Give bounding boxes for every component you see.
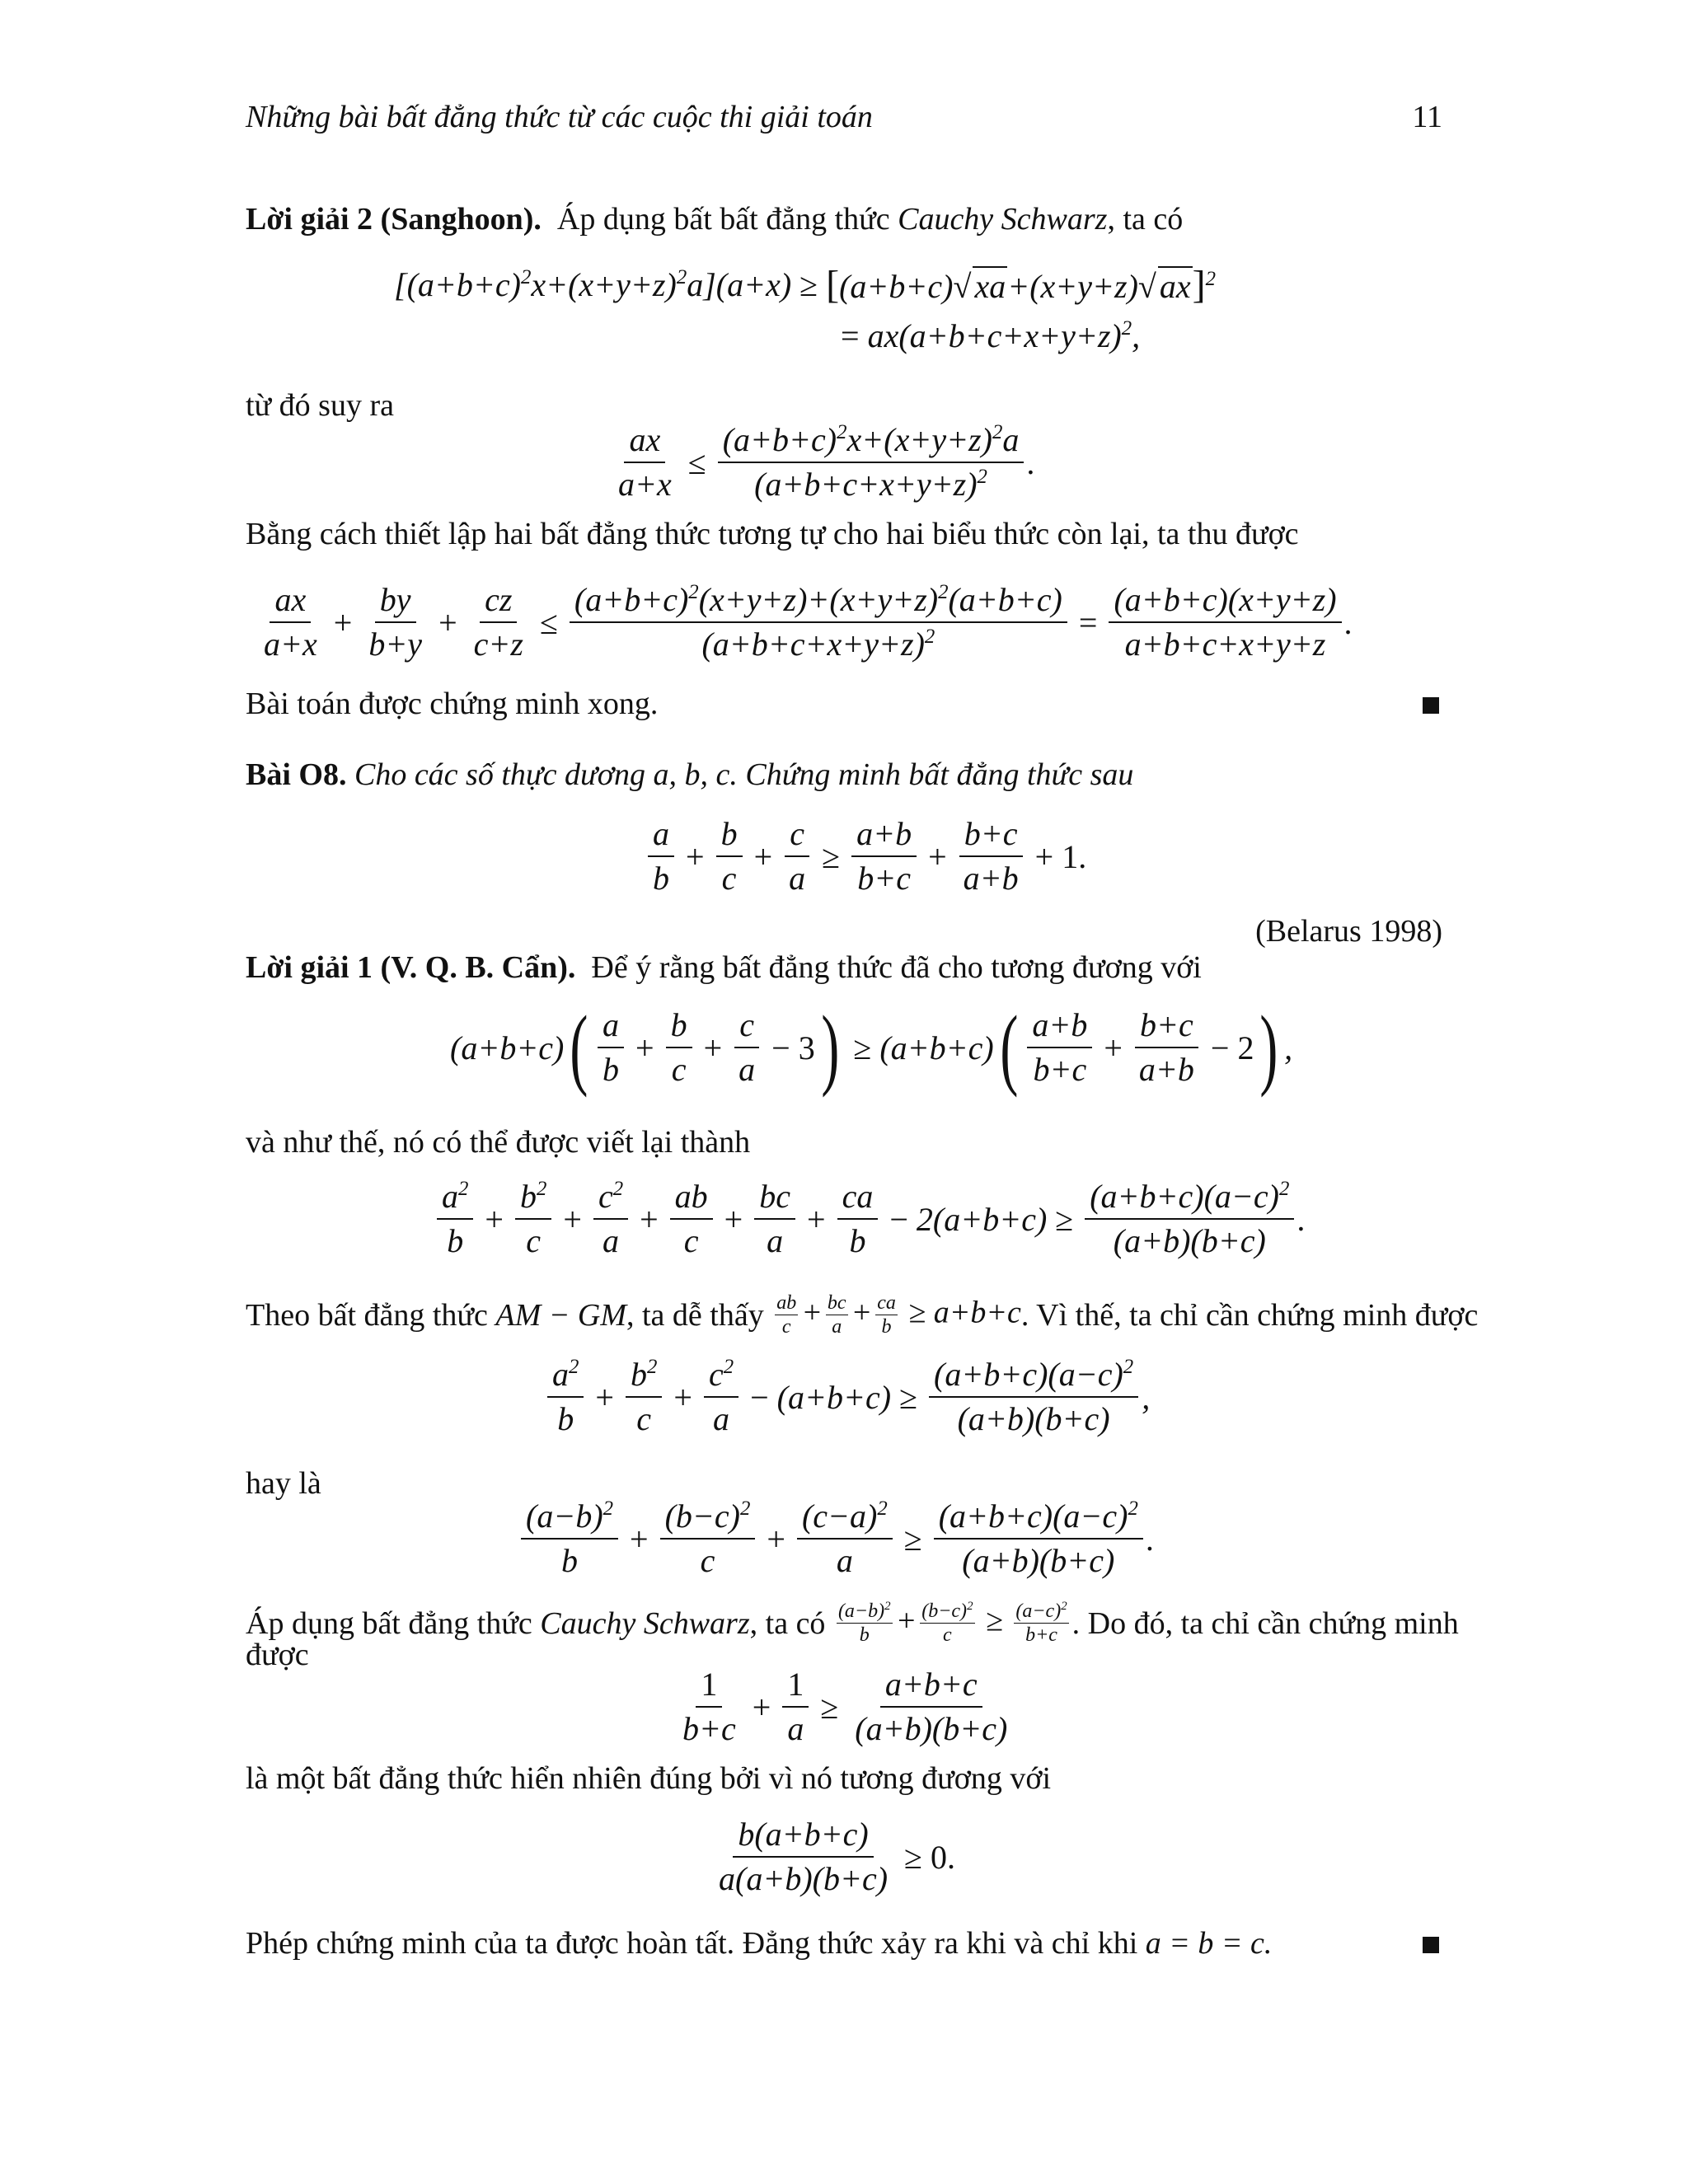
amgm-mid: , ta dễ thấy bbox=[626, 1297, 764, 1333]
intro-text: Áp dụng bất bất đẳng thức bbox=[556, 202, 890, 237]
cs-name: Cauchy Schwarz bbox=[540, 1605, 750, 1641]
final-text: Phép chứng minh của ta được hoàn tất. Đẳng thức xảy ra khi và chỉ khi bbox=[246, 1926, 1138, 1961]
paragraph-final bbox=[246, 1924, 1272, 1963]
paragraph-done: Bài toán được chứng minh xong. bbox=[246, 687, 659, 721]
paragraph-hay-la: hay là bbox=[246, 1466, 321, 1501]
problem-source: (Belarus 1998) bbox=[1255, 914, 1442, 949]
problem-o8 bbox=[246, 755, 1133, 794]
paragraph-suy-ra: từ đó suy ra bbox=[246, 388, 394, 423]
solution-1-intro bbox=[246, 948, 1202, 987]
equation-cs-line1: $[(a+b+c)^2x+(x+y+z)^2a](a+x)$ ≥ [(a+b+c)√ xa+(x+y+z)√ ax]$^2$ bbox=[394, 263, 1217, 307]
equation-equivalent: (a+b+c) ( $\frac{a}{b}$ + $\frac{b}{c}$ + $\frac{c}{a}$ − 3 ) ≥ (a+b+c) ( $\frac{a+b}{b+c}$ + $\frac{b+c}{a+b}$ − 2 ) , bbox=[450, 997, 1293, 1098]
intro-tail: , ta có bbox=[1107, 202, 1184, 237]
paragraph-tuong-tu: Bằng cách thiết lập hai bất đẳng thức tương tự cho hai biểu thức còn lại, ta thu được bbox=[246, 517, 1299, 551]
equation-reduced: $\frac{a^2}{b}$ + $\frac{b^2}{c}$ + $\frac{c^2}{a}$ − (a+b+c) ≥ $\frac{(a+b+c)(a-c)^2}{(a+b)(b+c)}$ , bbox=[544, 1357, 1150, 1437]
qed-square-icon bbox=[1423, 697, 1439, 714]
amgm-post: . Vì thế, ta chỉ cần chứng minh được bbox=[1020, 1297, 1479, 1333]
amgm-pre: Theo bất đẳng thức bbox=[246, 1297, 488, 1333]
final-equality: a = b = c. bbox=[1145, 1926, 1273, 1961]
paragraph-obvious: là một bất đẳng thức hiển nhiên đúng bởi vì nó tương đương với bbox=[246, 1761, 1051, 1796]
problem-label: Bài O8. bbox=[246, 757, 347, 792]
equation-sum-bound: $\frac{ax}{a+x}$ + $\frac{by}{b+y}$ + $\frac{cz}{c+z}$ ≤ $\frac{(a+b+c)^2(x+y+z)+(x+y+z)^2(a+b+c)}{(a+b+c+x+y+z)^2}$ = $\frac{(a+b+c)(x+y+z)}{a+b+c+x+y+z}$ . bbox=[264, 581, 1353, 663]
solution-2-label: Lời giải 2 (Sanghoon). bbox=[246, 202, 542, 237]
qed-square-icon bbox=[1423, 1937, 1439, 1953]
intro-text: Để ý rằng bất đẳng thức đã cho tương đương với bbox=[591, 950, 1202, 985]
solution-1-label: Lời giải 1 (V. Q. B. Cẩn). bbox=[246, 950, 576, 985]
page-number: 11 bbox=[1412, 100, 1442, 134]
paragraph-rewrite: và như thế, nó có thể được viết lại thành bbox=[246, 1125, 751, 1160]
solution-2-intro bbox=[246, 199, 1183, 239]
paragraph-duoc: được bbox=[246, 1638, 309, 1672]
problem-statement: Cho các số thực dương a, b, c. Chứng minh bất đẳng thức sau bbox=[354, 757, 1134, 792]
equation-single-bound: $\frac{ax}{a+x}$ ≤ $\frac{(a+b+c)^2x+(x+y+z)^2a}{(a+b+c+x+y+z)^2}$ . bbox=[618, 421, 1036, 503]
cs-pre: Áp dụng bất đẳng thức bbox=[246, 1605, 532, 1641]
running-header: Những bài bất đẳng thức từ các cuộc thi giải toán bbox=[246, 100, 873, 134]
equation-rewritten: $\frac{a^2}{b}$ + $\frac{b^2}{c}$ + $\frac{c^2}{a}$ + $\frac{ab}{c}$ + $\frac{bc}{a}$ + $\frac{ca}{b}$ − 2(a+b+c) ≥ $\frac{(a+b+c)(a-c)^2}{(a+b)(b+c)}$ . bbox=[434, 1179, 1306, 1259]
paragraph-cs: Áp dụng bất đẳng thức Cauchy Schwarz , ta có $\frac{(a-b)^2}{b}$ + $\frac{(b-c)^2}{c}$ ≥ $\frac{(a-c)^2}{b+c}$ . Do đó, ta chỉ cần chứng minh bbox=[246, 1600, 1459, 1647]
cs-post: . Do đó, ta chỉ cần chứng minh bbox=[1071, 1605, 1459, 1641]
equation-cs-line2: = $ax(a+b+c+x+y+z)^2$, bbox=[841, 317, 1141, 354]
equation-problem: $\frac{a}{b}$ + $\frac{b}{c}$ + $\frac{c}{a}$ ≥ $\frac{a+b}{b+c}$ + $\frac{b+c}{a+b}$ + 1. bbox=[645, 816, 1086, 897]
equation-obvious: $\frac{1}{b+c}$ + $\frac{1}{a}$ ≥ $\frac{a+b+c}{(a+b)(b+c)}$ bbox=[682, 1666, 1008, 1747]
equation-squares: $\frac{(a-b)^2}{b}$ + $\frac{(b-c)^2}{c}$ + $\frac{(c-a)^2}{a}$ ≥ $\frac{(a+b+c)(a-c)^2}{(a+b)(b+c)}$ . bbox=[518, 1498, 1155, 1579]
cs-mid: , ta có bbox=[749, 1605, 826, 1641]
amgm-name: AM − GM bbox=[495, 1297, 626, 1333]
equation-final: $\frac{b(a+b+c)}{a(a+b)(b+c)}$ ≥ 0. bbox=[719, 1816, 955, 1897]
paragraph-amgm: Theo bất đẳng thức AM − GM , ta dễ thấy $\frac{ab}{c}$ + $\frac{bc}{a}$ + $\frac{ca}{b}$ ≥ a+b+c . Vì thế, ta chỉ cần chứng minh được bbox=[246, 1292, 1479, 1338]
theorem-name: Cauchy Schwarz bbox=[898, 202, 1108, 237]
